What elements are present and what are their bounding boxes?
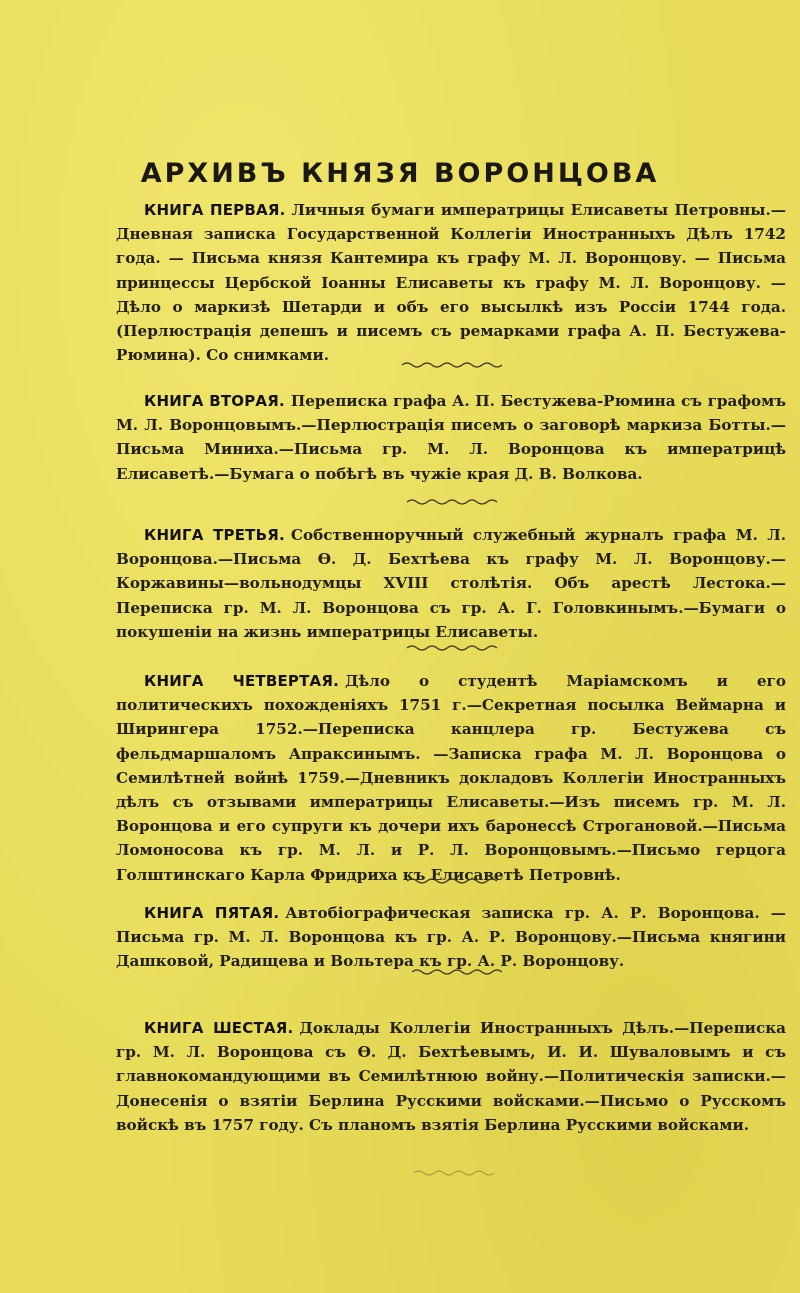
book-5-entry — [116, 901, 786, 974]
book-3-entry — [116, 523, 786, 644]
book-1-text: Личныя бумаги императрицы Елисаветы Петровны.—Дневная записка Государственной Коллегіи Иностранныхъ Дѣлъ 1742 года. — Письма князя Кантемира къ графу М. Л. Воронцову. — Письма принцессы Цербской Іоанны Елисаветы къ графу М. Л. Воронцову. — Дѣло о маркизѣ Шетарди и объ его высылкѣ изъ Россіи 1744 года. (Перлюстрація депешъ и писемъ съ ремарками графа А. П. Бестужева-Рюмина). Со снимками. — [116, 201, 786, 365]
divider-3 — [405, 643, 515, 651]
book-3-text: Собственноручный служебный журналъ графа М. Л. Воронцова.—Письма Ѳ. Д. Бехтѣева къ графу М. Л. Воронцову.—Коржавины—вольнодумцы XVIII столѣтія. Объ арестѣ Лестока.—Переписка гр. М. Л. Воронцова съ гр. А. Г. Головкинымъ.—Бумаги о покушеніи на жизнь императрицы Елисаветы. — [116, 526, 787, 641]
book-2-entry — [116, 389, 786, 486]
page-title: АРХИВЪ КНЯЗЯ ВОРОНЦОВА — [140, 158, 660, 189]
divider-4 — [405, 876, 515, 884]
divider-1 — [400, 360, 510, 368]
divider-5 — [410, 967, 520, 975]
divider-2 — [405, 497, 515, 505]
book-4-text: Дѣло о студентѣ Маріамскомъ и его политическихъ похожденіяхъ 1751 г.—Секретная посылка Веймарна и Ширингера 1752.—Переписка канцлера гр. Бестужева съ фельдмаршаломъ Апраксинымъ. —Записка графа М. Л. Воронцова о Семилѣтней войнѣ 1759.—Дневникъ докладовъ Коллегіи Иностранныхъ дѣлъ съ отзывами императрицы Елисаветы.—Изъ писемъ гр. М. Л. Воронцова и его супруги къ дочери ихъ баронессѣ Строгановой.—Письма Ломоносова къ гр. М. Л. и Р. Л. Воронцовымъ.—Письмо герцога Голштинскаго Карла Фридриха къ Елисаветѣ Петровнѣ. — [116, 672, 786, 884]
book-4-entry — [116, 669, 786, 887]
book-2-text: Переписка графа А. П. Бестужева-Рюмина съ графомъ М. Л. Воронцовымъ.—Перлюстрація писемъ о заговорѣ маркиза Ботты.—Письма Миниха.—Письма гр. М. Л. Воронцова къ императрицѣ Елисаветѣ.—Бумага о побѣгѣ въ чужіе края Д. В. Волкова. — [116, 392, 787, 483]
book-6-heading: КНИГА ШЕСТАЯ. — [144, 1019, 294, 1037]
book-1-entry — [116, 198, 786, 367]
book-6-entry — [116, 1016, 786, 1137]
book-5-text: Автобіографическая записка гр. А. Р. Воронцова. — Письма гр. М. Л. Воронцова къ гр. А. Р. Воронцову.—Письма княгини Дашковой, Радищева и Вольтера къ гр. А. Р. Воронцову. — [116, 904, 786, 971]
book-6-text: Доклады Коллегіи Иностранныхъ Дѣлъ.—Переписка гр. М. Л. Воронцова съ Ѳ. Д. Бехтѣевымъ, И. И. Шуваловымъ и съ главнокомандующими въ Семилѣтнюю войну.—Политическія записки.—Донесенія о взятіи Берлина Русскими войсками.—Письмо о Русскомъ войскѣ въ 1757 году. Съ планомъ взятія Берлина Русскими войсками. — [116, 1019, 787, 1134]
divider-6 — [412, 1168, 522, 1176]
book-2-heading: КНИГА ВТОРАЯ. — [144, 392, 285, 410]
book-4-heading: КНИГА ЧЕТВЕРТАЯ. — [144, 672, 339, 690]
book-3-heading: КНИГА ТРЕТЬЯ. — [144, 526, 285, 544]
book-1-heading: КНИГА ПЕРВАЯ. — [144, 201, 286, 219]
book-5-heading: КНИГА ПЯТАЯ. — [144, 904, 280, 922]
